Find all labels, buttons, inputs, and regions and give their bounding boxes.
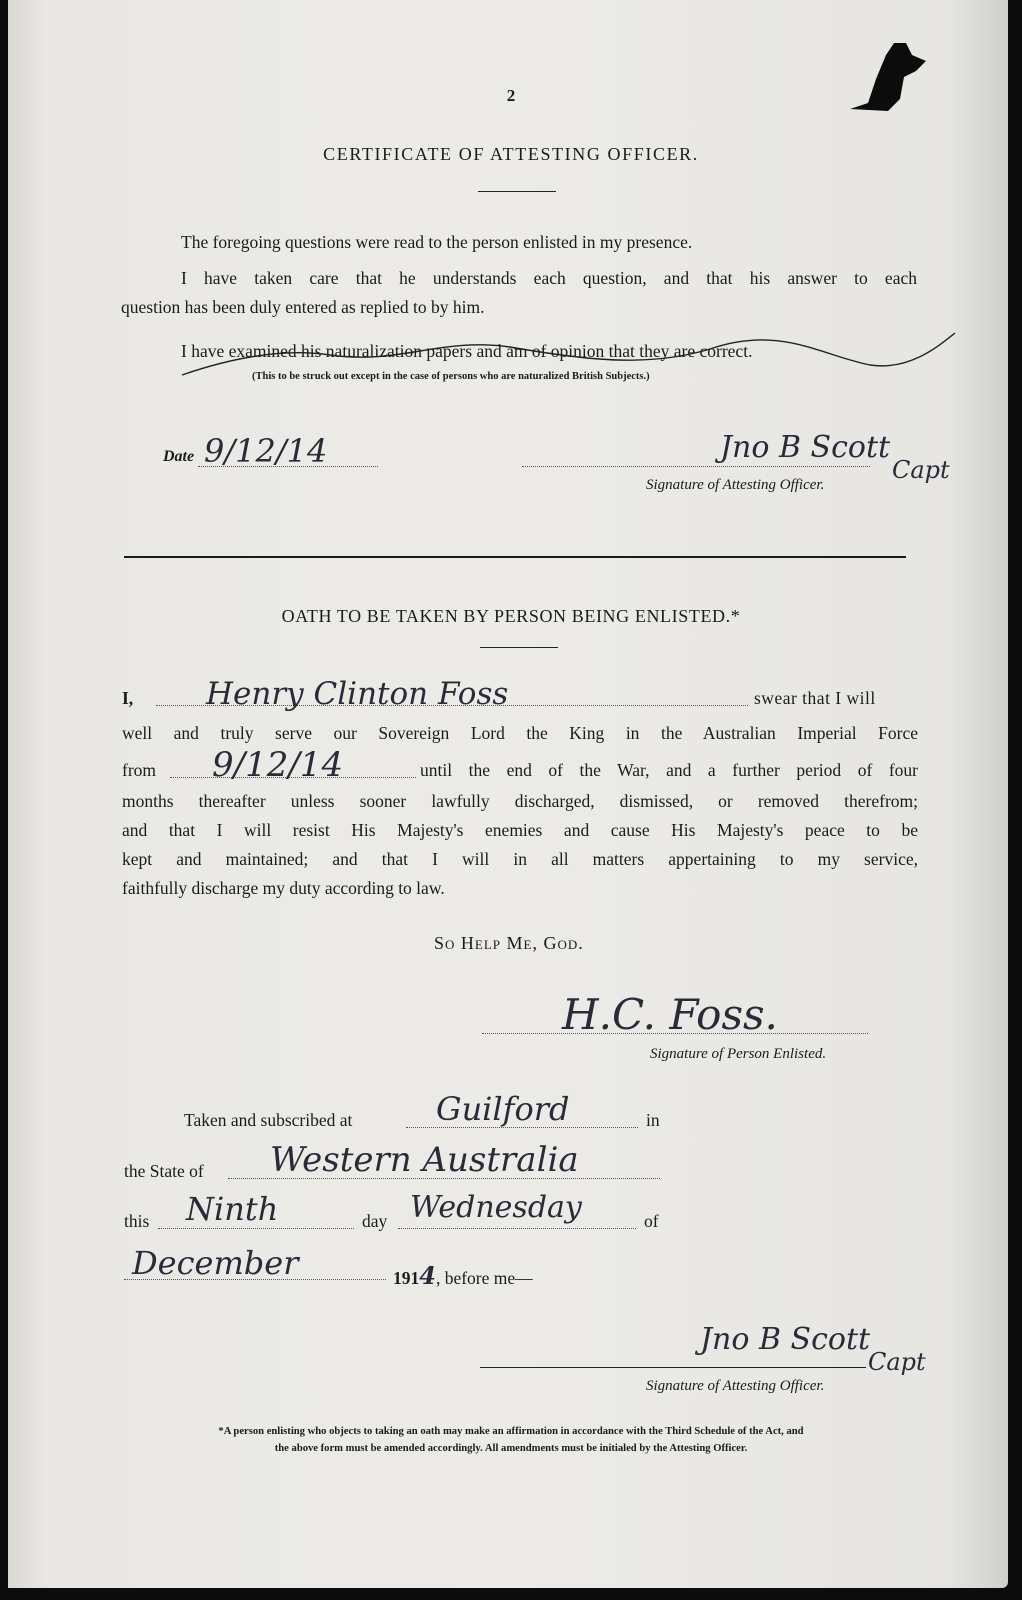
- certificate-line-1: The foregoing questions were read to the person enlisted in my presence.: [181, 232, 693, 252]
- officer-signature-2: Jno B Scott: [700, 1322, 871, 1357]
- taken-label: Taken and subscribed at: [184, 1110, 353, 1130]
- state-label: the State of: [124, 1161, 204, 1181]
- officer-signature-line-2: [480, 1367, 866, 1368]
- strike-through-line: [180, 325, 960, 385]
- page-number: 2: [506, 86, 516, 105]
- oath-line-6: kept and maintained; and that I will in all matters appertaining to my service,: [122, 849, 918, 869]
- oath-closing: So Help Me, God.: [434, 933, 584, 953]
- in-label: in: [646, 1110, 660, 1130]
- officer-rank-2: Capt: [868, 1348, 926, 1376]
- certificate-line-2b: question has been duly entered as replied to by him.: [121, 297, 485, 317]
- year-prefix: 191: [393, 1268, 420, 1288]
- enlistee-signature: H.C. Foss.: [562, 990, 778, 1039]
- date-label: Date: [163, 448, 195, 465]
- month-value: December: [132, 1244, 299, 1282]
- day-ordinal: Ninth: [186, 1190, 279, 1228]
- footnote-line-2: the above form must be amended accordingly. All amendments must be initialed by the Attesting Officer.: [274, 1443, 748, 1454]
- day-ordinal-line: [158, 1228, 354, 1229]
- weekday-value: Wednesday: [410, 1190, 582, 1225]
- year-text: [393, 1261, 533, 1290]
- date-value: 9/12/14: [204, 432, 328, 470]
- enlistee-signature-label: Signature of Person Enlisted.: [650, 1046, 827, 1062]
- this-label: this: [124, 1211, 150, 1231]
- oath-line-2: well and truly serve our Sovereign Lord the King in the Australian Imperial Force: [122, 723, 918, 743]
- officer-signature-line: [522, 466, 870, 467]
- certificate-line-2a: I have taken care that he understands each question, and that his answer to each: [181, 268, 917, 288]
- state-value: Western Australia: [270, 1140, 579, 1180]
- oath-line-1-end: swear that I will: [754, 688, 876, 708]
- of-label: of: [644, 1211, 659, 1231]
- from-label: from: [122, 760, 157, 780]
- certificate-line-3: I have examined his naturalization papers and am of opinion that they are correct.: [181, 341, 753, 361]
- year-suffix: 4: [419, 1261, 436, 1290]
- oath-heading-divider: [480, 647, 558, 648]
- before-label: , before me—: [435, 1268, 533, 1288]
- officer-rank: Capt: [892, 456, 950, 484]
- oath-heading: OATH TO BE TAKEN BY PERSON BEING ENLISTED.*: [281, 606, 741, 626]
- footnote-line-1: *A person enlisting who objects to taking an oath may make an affirmation in accordance with the Third Schedule of the Act, and: [218, 1426, 804, 1437]
- day-label: day: [362, 1211, 388, 1231]
- heading-divider: [478, 191, 556, 192]
- certificate-heading: CERTIFICATE OF ATTESTING OFFICER.: [323, 144, 699, 164]
- oath-line-3-end: until the end of the War, and a further period of four: [420, 760, 918, 780]
- oath-line-4: months thereafter unless sooner lawfully discharged, dismissed, or removed therefrom;: [122, 791, 918, 811]
- enlistee-name: Henry Clinton Foss: [206, 676, 509, 712]
- officer-signature: Jno B Scott: [720, 430, 891, 465]
- oath-pronoun: I,: [122, 688, 134, 708]
- oath-line-5: and that I will resist His Majesty's enemies and cause His Majesty's peace to be: [122, 820, 918, 840]
- from-date: 9/12/14: [212, 745, 344, 785]
- place-value: Guilford: [436, 1090, 570, 1128]
- officer-signature-label-2: Signature of Attesting Officer.: [646, 1378, 825, 1394]
- officer-signature-label: Signature of Attesting Officer.: [646, 477, 825, 493]
- oath-line-7: faithfully discharge my duty according to law.: [122, 878, 445, 898]
- weekday-line: [398, 1228, 636, 1229]
- certificate-note: (This to be struck out except in the case of persons who are naturalized British Subjects.): [252, 371, 650, 382]
- section-divider: [124, 556, 906, 558]
